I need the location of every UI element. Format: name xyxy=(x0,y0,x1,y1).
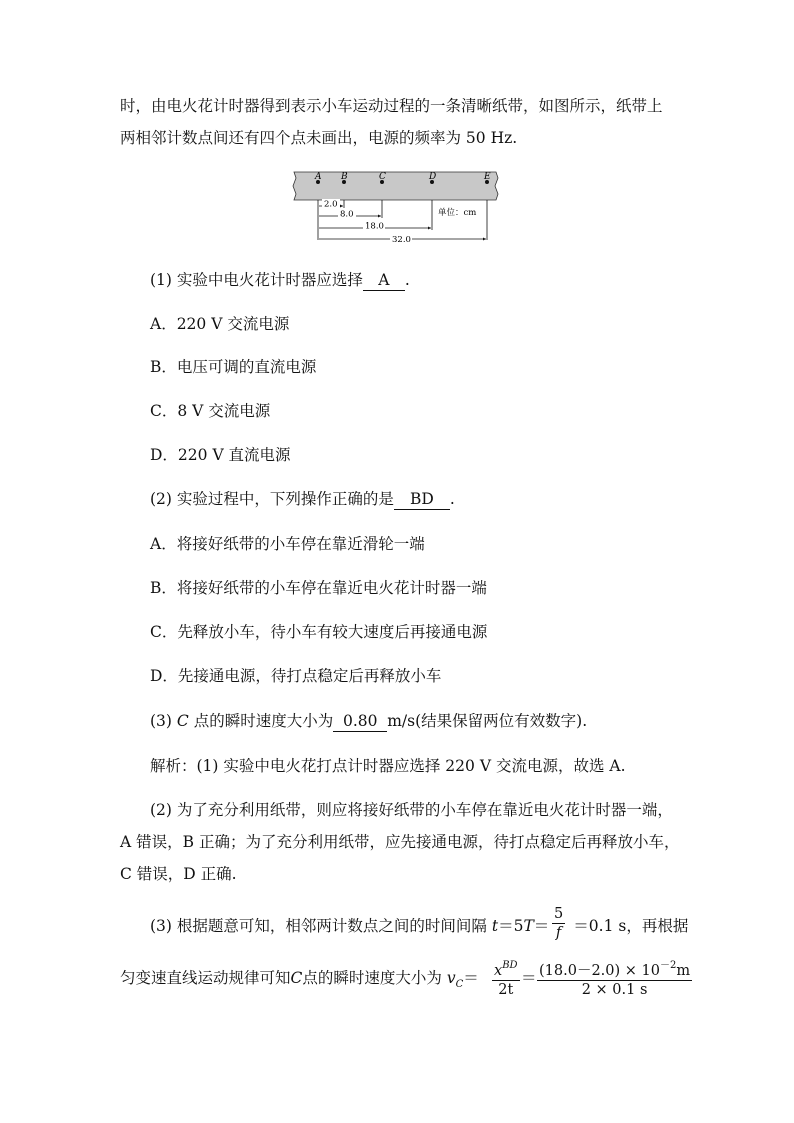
fraction-value xyxy=(537,957,692,999)
fraction-value-numerator xyxy=(537,957,692,981)
unit-label: 单位：cm xyxy=(438,208,477,218)
tape-label-d: D xyxy=(429,172,437,182)
solution-line-4: C 错误，D 正确. xyxy=(120,865,237,883)
fraction-value-denominator: 2 × 0.1 s xyxy=(581,982,648,998)
eq-v: ＝ xyxy=(463,969,479,987)
tape-label-a: A xyxy=(315,172,322,182)
distance-ac: 8.0 xyxy=(340,209,354,220)
q3-point: C xyxy=(176,712,189,730)
solution-line-1: 解析：(1) 实验中电火花打点计时器应选择 220 V 交流电源，故选 A. xyxy=(150,757,626,775)
q3-answer: 0.80 xyxy=(333,711,387,732)
q1-option-a: A．220 V 交流电源 xyxy=(150,315,290,333)
solution-line-5-tail: ＝0.1 s，再根据 xyxy=(573,917,689,935)
q3-prefix: (3) xyxy=(150,712,172,730)
q1-answer: A xyxy=(363,270,405,291)
intro-line-1: 时，由电火花计时器得到表示小车运动过程的一条清晰纸带，如图所示，纸带上 xyxy=(120,97,663,115)
q1-option-d: D．220 V 直流电源 xyxy=(150,446,291,464)
fraction-5-over-f xyxy=(552,905,565,942)
paper-tape-figure xyxy=(290,168,510,246)
fraction-value-exp: －2 xyxy=(659,960,677,971)
eq-5: ＝5 xyxy=(498,917,524,935)
intro-line-2: 两相邻计数点间还有四个点未画出，电源的频率为 50 Hz. xyxy=(120,129,518,147)
q1-option-b: B．电压可调的直流电源 xyxy=(150,358,317,376)
fraction-value-num-b: m xyxy=(676,963,691,979)
symbol-T: T xyxy=(523,917,534,935)
q1-end: . xyxy=(404,271,410,289)
q2-stem-text: (2) 实验过程中，下列操作正确的是 xyxy=(150,490,394,508)
symbol-t: t xyxy=(491,917,499,935)
q2-option-a: A．将接好纸带的小车停在靠近滑轮一端 xyxy=(150,535,425,553)
q2-option-c: C．先释放小车，待小车有较大速度后再接通电源 xyxy=(150,623,488,641)
fraction-numerator: 5 xyxy=(554,906,564,922)
q2-option-d: D．先接通电源，待打点稳定后再释放小车 xyxy=(150,667,442,685)
tape-label-c: C xyxy=(379,172,386,182)
q2-answer: BD xyxy=(394,489,450,510)
solution-line-5-text: (3) 根据题意可知，相邻两计数点之间的时间间隔 xyxy=(150,917,487,935)
q3-stem xyxy=(150,711,587,732)
paper-tape xyxy=(293,172,498,200)
q3-stem-text: 点的瞬时速度大小为 xyxy=(188,712,334,730)
symbol-C: C xyxy=(290,969,303,987)
distance-ae: 32.0 xyxy=(392,235,411,245)
q1-stem-text: (1) 实验中电火花计时器应选择 xyxy=(150,271,363,289)
tape-label-b: B xyxy=(341,172,348,182)
q1-option-c: C．8 V 交流电源 xyxy=(150,402,271,420)
distance-ab: 2.0 xyxy=(324,199,338,210)
solution-line-2: (2) 为了充分利用纸带，则应将接好纸带的小车停在靠近电火花计时器一端， xyxy=(150,801,673,819)
solution-line-6 xyxy=(120,968,479,995)
solution-line-6-text-b: 点的瞬时速度大小为 xyxy=(302,969,442,987)
solution-line-6-text: 匀变速直线运动规律可知 xyxy=(120,969,291,987)
q2-end: . xyxy=(449,490,455,508)
solution-line-5 xyxy=(150,916,688,936)
fraction-value-num-a: (18.0－2.0) × 10 xyxy=(539,963,660,979)
fraction-2t-denominator: 2t xyxy=(498,982,514,998)
fraction-xbd-numerator xyxy=(492,957,520,981)
q2-option-b: B．将接好纸带的小车停在靠近电火花计时器一端 xyxy=(150,579,487,597)
solution-line-3: A 错误，B 正确；为了充分利用纸带，应先接通电源，待打点稳定后再释放小车， xyxy=(120,833,680,851)
eq-sign: ＝ xyxy=(533,917,550,935)
fraction-denominator: f xyxy=(555,925,562,941)
symbol-v-sub: C xyxy=(455,979,464,991)
q1-stem xyxy=(150,270,410,291)
q2-stem xyxy=(150,489,455,510)
eq-sign-2: ＝ xyxy=(521,969,537,987)
distance-ad: 18.0 xyxy=(365,221,384,232)
tape-label-e: E xyxy=(484,172,491,182)
q3-end: m/s(结果保留两位有效数字). xyxy=(387,712,588,730)
symbol-v: v xyxy=(446,969,456,987)
symbol-x: x xyxy=(494,963,503,979)
symbol-x-sup: BD xyxy=(502,960,518,971)
fraction-xbd-over-2t xyxy=(492,957,520,999)
